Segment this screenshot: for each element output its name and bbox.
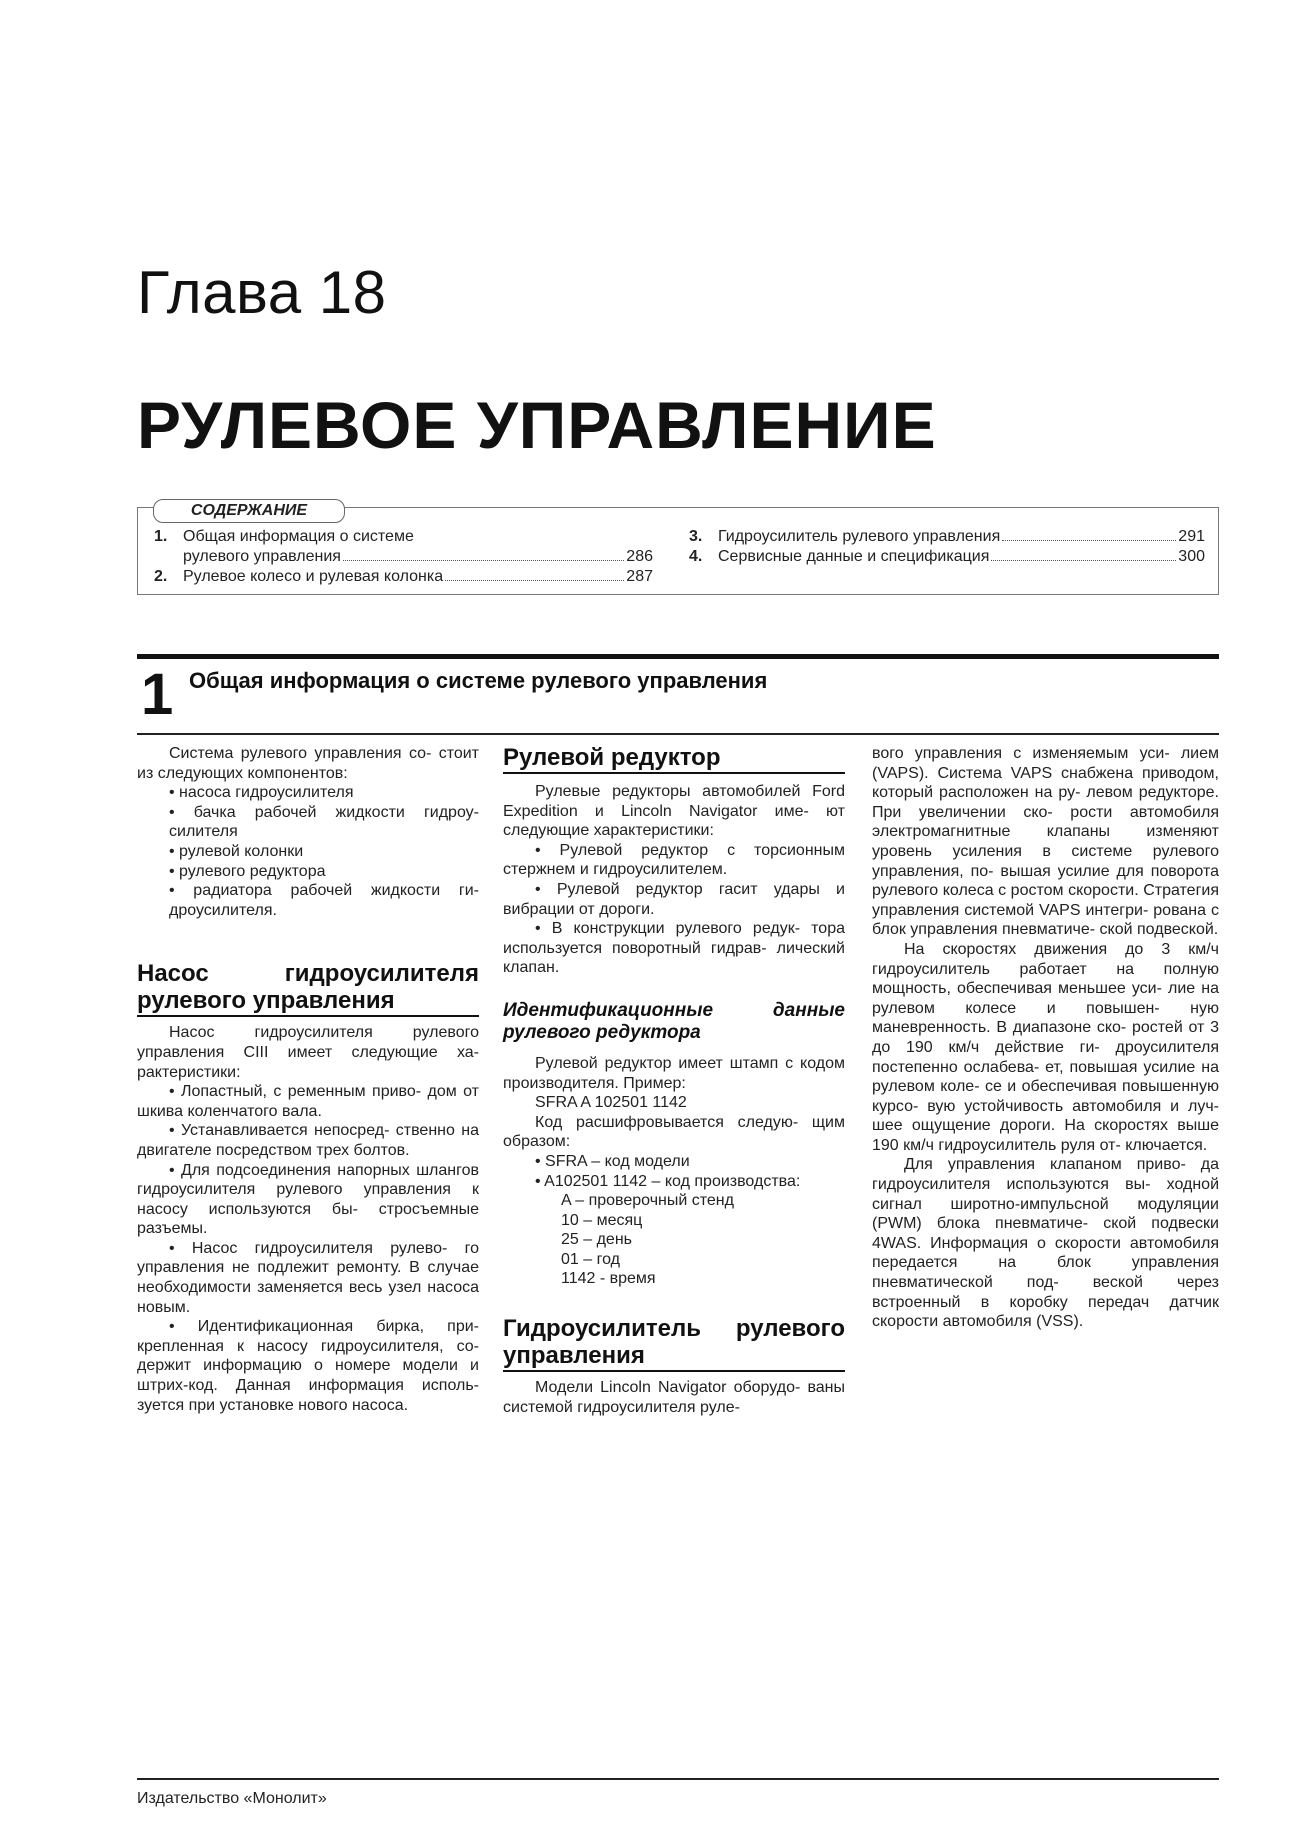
list-item: • бачка рабочей жидкости гидроу- силителя bbox=[169, 803, 479, 841]
paragraph: • Идентификационная бирка, при- крепленная к насосу гидроусилителя, со- держит информацию о номере модели и штрих-код. Данная информация исполь- зуется при установке нового насоса. bbox=[137, 1318, 479, 1414]
list-subitem: 1142 - время bbox=[561, 1270, 656, 1288]
toc-leader-dots bbox=[1002, 540, 1176, 541]
section-rule-bottom bbox=[137, 733, 1219, 735]
list-item: • насоса гидроусилителя bbox=[169, 784, 354, 802]
paragraph: Код расшифровывается следую- щим образом: bbox=[503, 1113, 845, 1151]
section-number: 1 bbox=[141, 662, 174, 727]
toc-item-page: 300 bbox=[1178, 548, 1205, 565]
list-item: • A102501 1142 – код производства: bbox=[535, 1172, 801, 1190]
list-subitem: A – проверочный стенд bbox=[561, 1192, 734, 1210]
list-subitem: 25 – день bbox=[561, 1231, 632, 1249]
toc-leader-dots bbox=[445, 580, 624, 581]
paragraph: Рулевой редуктор имеет штамп с кодом производителя. Пример: bbox=[503, 1054, 845, 1092]
paragraph: • Для подсоединения напорных шлангов гидроусилителя рулевого управления к насосу используются бы- стросъемные разъемы. bbox=[137, 1161, 479, 1238]
section-rule-top bbox=[137, 654, 1219, 659]
list-item: • рулевой колонки bbox=[169, 842, 304, 860]
paragraph: На скоростях движения до 3 км/ч гидроусилитель работает на полную мощность, обеспечивая меньшее уси- лие на рулевом колесе и повышен- ную маневренность. В диапазоне ско- ростей от 3 до 190 км/ч действие ги- дроусилителя постепенно ослабева- ет, повышая усилие на рулевом коле- се и обеспечивая повышенную курсо- вую устойчивость автомобиля и луч- шее ощущение дороги. На скоростях выше 190 км/ч гидроусилитель руля от- ключается. bbox=[872, 940, 1219, 1154]
toc-item-page: 287 bbox=[626, 568, 653, 585]
text-column-1 bbox=[137, 744, 479, 1415]
toc-right-column bbox=[685, 527, 1205, 567]
paragraph: • Лопастный, с ременным приво- дом от шкива коленчатого вала. bbox=[137, 1083, 479, 1120]
chapter-title: РУЛЕВОЕ УПРАВЛЕНИЕ bbox=[137, 388, 937, 462]
paragraph: Рулевые редукторы автомобилей Ford Expedition и Lincoln Navigator име- ют следующие характеристики: bbox=[503, 783, 845, 840]
section-title: Общая информация о системе рулевого управления bbox=[189, 668, 768, 693]
toc-item-title: Гидроусилитель рулевого управления bbox=[718, 528, 1001, 545]
toc-item-title: рулевого управления bbox=[183, 548, 341, 565]
paragraph: вого управления с изменяемым уси- лием (VAPS). Система VAPS снабжена приводом, который расположен на ру- левом редукторе. При увеличении ско- рости автомобиля электромагнитные клапаны изменяют уровень усиления в системе рулевого управления, по- вышая усилие для поворота рулевого колеса с ростом скорости. Стратегия управления системой VAPS интегри- рована с блок управления пневматиче- ской подвеской. bbox=[872, 745, 1219, 939]
paragraph: • Насос гидроусилителя рулево- го управления не подлежит ремонту. В случае необходимости заменяется весь узел насоса новым. bbox=[137, 1239, 479, 1316]
text-column-3 bbox=[872, 744, 1219, 1332]
list-item: • рулевого редуктора bbox=[169, 862, 326, 880]
list-subitem: 01 – год bbox=[561, 1250, 620, 1268]
list-item: • SFRA – код модели bbox=[535, 1152, 690, 1170]
paragraph: • Рулевой редуктор гасит удары и вибрации от дороги. bbox=[503, 880, 845, 918]
paragraph: • Устанавливается непосред- ственно на двигателе посредством трех болтов. bbox=[137, 1122, 479, 1159]
toc-heading: СОДЕРЖАНИЕ bbox=[153, 499, 345, 523]
paragraph: Модели Lincoln Navigator оборудо- ваны системой гидроусилителя руле- bbox=[503, 1379, 845, 1416]
paragraph: Для управления клапаном приво- да гидроусилителя используются вы- ходной сигнал широтно-импульсной модуляции (PWM) блока пневматиче- ской подвески 4WAS. Информация о скорости автомобиля передается на блок управления пневматической под- веской через встроенный в коробку передач датчик скорости автомобиля (VSS). bbox=[872, 1156, 1219, 1331]
paragraph: Насос гидроусилителя рулевого управления CIII имеет следующие ха- рактеристики: bbox=[137, 1024, 479, 1081]
paragraph: SFRA A 102501 1142 bbox=[535, 1094, 687, 1112]
toc-item-title: Сервисные данные и спецификация bbox=[718, 548, 990, 565]
paragraph: Система рулевого управления со- стоит из следующих компонентов: bbox=[137, 745, 479, 782]
toc-item-title: Рулевое колесо и рулевая колонка bbox=[183, 568, 444, 585]
list-item: • радиатора рабочей жидкости ги- дроусилителя. bbox=[169, 882, 479, 919]
subheading: Насос гидроусилителя рулевого управления bbox=[137, 960, 479, 1017]
publisher-footer: Издательство «Монолит» bbox=[137, 1790, 327, 1807]
toc-item-2[interactable] bbox=[183, 567, 653, 587]
paragraph: • Рулевой редуктор с торсионным стержнем и гидроусилителем. bbox=[503, 841, 845, 879]
toc-item-1[interactable] bbox=[183, 547, 653, 567]
toc-item-4[interactable] bbox=[718, 547, 1205, 567]
toc-item-num: 3. bbox=[689, 528, 703, 545]
footer-rule bbox=[137, 1778, 1219, 1780]
subheading: Рулевой редуктор bbox=[503, 744, 845, 774]
paragraph: • В конструкции рулевого редук- тора используется поворотный гидрав- лический клапан. bbox=[503, 920, 845, 977]
text-column-2 bbox=[503, 744, 845, 1417]
toc-item-page: 286 bbox=[626, 548, 653, 565]
subheading: Гидроусилитель рулевого управления bbox=[503, 1315, 845, 1372]
chapter-label: Глава 18 bbox=[137, 259, 387, 326]
toc-left-column bbox=[150, 527, 670, 587]
toc-item-page: 291 bbox=[1178, 528, 1205, 545]
toc-item-num: 4. bbox=[689, 548, 703, 565]
toc-leader-dots bbox=[991, 560, 1176, 561]
list-subitem: 10 – месяц bbox=[561, 1211, 643, 1229]
toc-leader-dots bbox=[343, 560, 624, 561]
toc-item-title[interactable]: Общая информация о системе bbox=[183, 528, 414, 545]
subheading-italic: Идентификационные данные рулевого редуктора bbox=[503, 999, 845, 1043]
toc-item-num: 2. bbox=[154, 568, 168, 585]
toc-item-3[interactable] bbox=[718, 527, 1205, 547]
toc-item-num: 1. bbox=[154, 528, 168, 545]
